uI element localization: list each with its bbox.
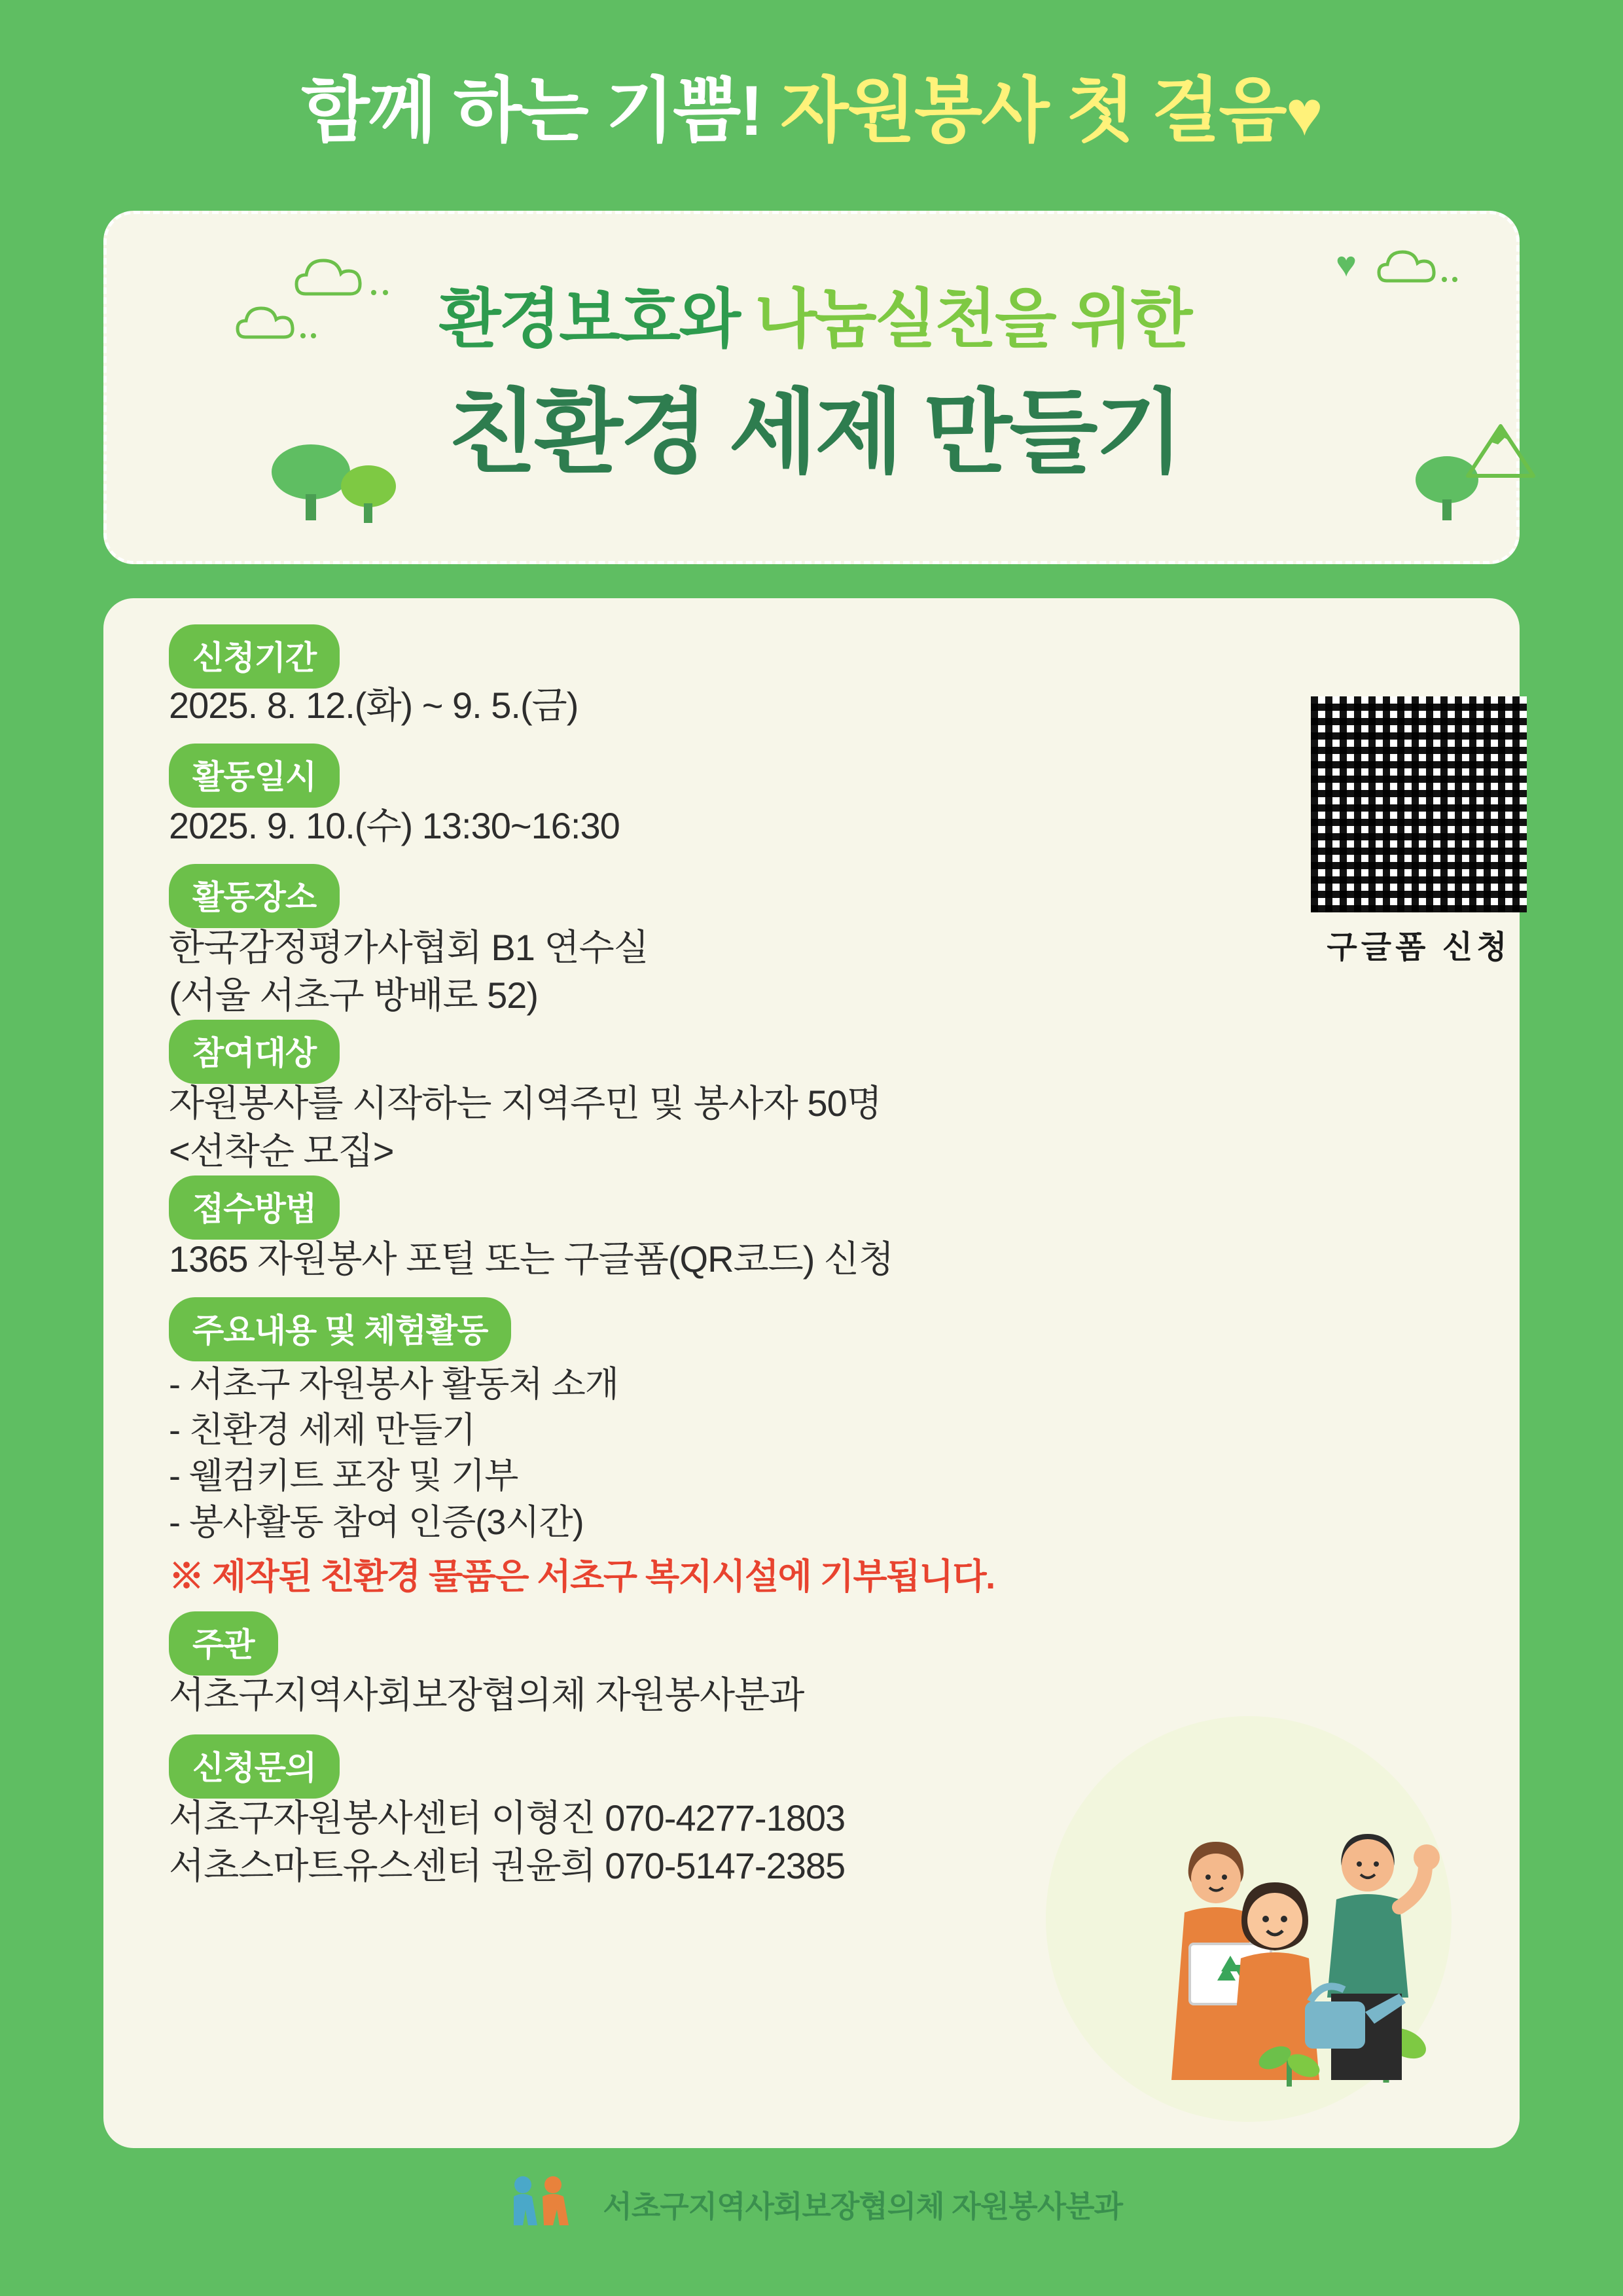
title-card	[103, 211, 1520, 564]
tag-label: 접수방법	[169, 1175, 340, 1240]
title-line-1-light: 나눔실천을 위한	[755, 283, 1191, 355]
title-line-2: 친환경 세제 만들기	[448, 381, 1181, 484]
qr-code-caption: 구글폼 신청	[1327, 930, 1511, 965]
heart-icon: ♥	[1336, 245, 1357, 284]
qr-code-image[interactable]	[1311, 696, 1527, 912]
title-line-1-dark: 환경보호와	[438, 283, 740, 355]
section-text-4: 1365 자원봉사 포털 또는 구글폼(QR코드) 신청	[169, 1238, 894, 1280]
section-tag-6	[169, 1611, 278, 1676]
section-tag-2	[169, 864, 340, 928]
footer-text: 서초구지역사회보장협의체 자원봉사분과	[603, 2189, 1123, 2223]
footer	[0, 2174, 1623, 2234]
headline-yellow-text: 자원봉사 첫 걸음	[780, 71, 1286, 150]
section-text-1: 2025. 9. 10.(수) 13:30~16:30	[169, 805, 620, 846]
tag-label: 활동장소	[169, 864, 340, 928]
donation-note: ※ 제작된 친환경 물품은 서초구 복지시설에 기부됩니다.	[169, 1557, 995, 1596]
organization-logo-icon	[501, 2174, 586, 2234]
section-tag-7	[169, 1734, 340, 1799]
section-tag-5	[169, 1297, 511, 1361]
tag-label: 신청문의	[169, 1734, 340, 1799]
section-tag-3	[169, 1020, 340, 1084]
section-tag-1	[169, 744, 340, 808]
section-text-0: 2025. 8. 12.(화) ~ 9. 5.(금)	[169, 685, 579, 726]
section-text-6: 서초구지역사회보장협의체 자원봉사분과	[169, 1674, 804, 1715]
headline-white-text: 함께 하는 기쁨!	[301, 71, 762, 150]
tag-label: 주요내용 및 체험활동	[169, 1297, 511, 1361]
section-tag-4	[169, 1175, 340, 1240]
section-text-7: 서초구자원봉사센터 이형진 070-4277-1803 서초스마트유스센터 권윤희 070-5147-2385	[169, 1797, 846, 1886]
details-card	[103, 598, 1520, 2148]
qr-code-block	[1311, 696, 1527, 967]
section-text-3: 자원봉사를 시작하는 지역주민 및 봉사자 50명 <선착순 모집>	[169, 1083, 882, 1172]
volunteers-illustration	[1046, 1716, 1452, 2122]
tag-label: 참여대상	[169, 1020, 340, 1084]
title-line-1	[107, 268, 1523, 360]
section-text-2: 한국감정평가사협회 B1 연수실 (서울 서초구 방배로 52)	[169, 927, 649, 1016]
tag-label: 활동일시	[169, 744, 340, 808]
section-text-5: - 서초구 자원봉사 활동처 소개 - 친환경 세제 만들기 - 웰컴키트 포장 및 기부 - 봉사활동 참여 인증(3시간)	[169, 1365, 618, 1542]
tag-label: 신청기간	[169, 624, 340, 689]
heart-icon: ♥	[1285, 79, 1322, 149]
section-tag-0	[169, 624, 340, 689]
tag-label: 주관	[169, 1611, 278, 1676]
page-headline	[0, 54, 1623, 155]
